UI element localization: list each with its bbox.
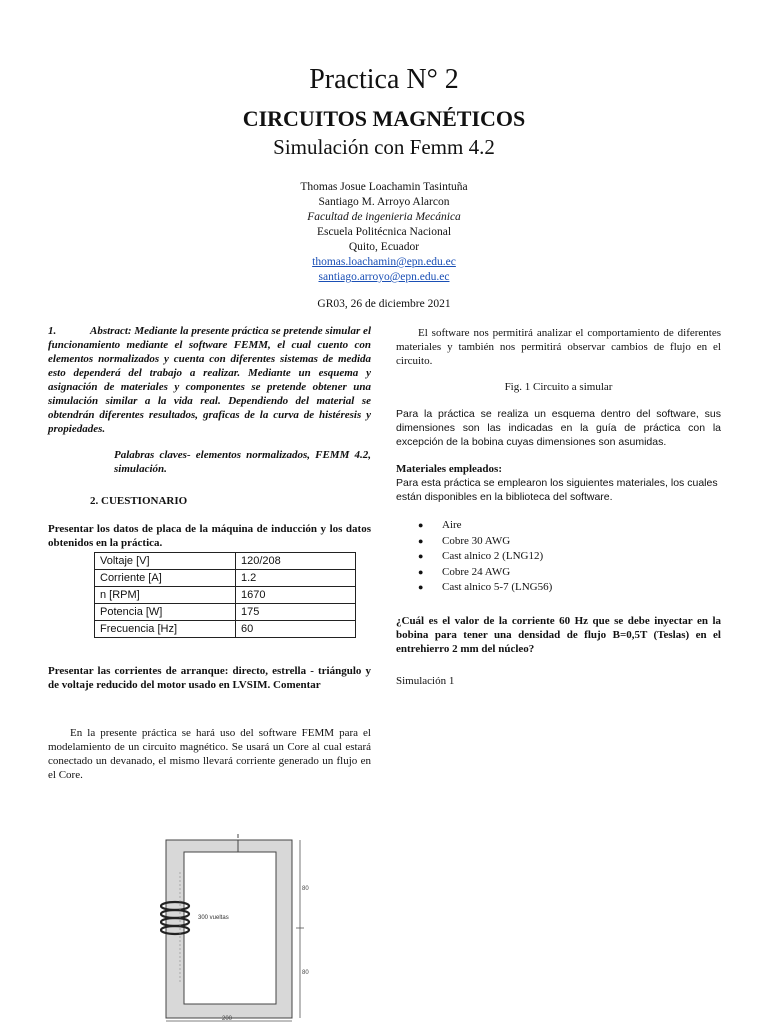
list-item [418, 549, 721, 565]
table-row [95, 570, 356, 587]
paper-subtitle-2: Simulación con Femm 4.2 [273, 135, 495, 159]
abstract-number: 1. [48, 325, 57, 337]
table-cell-value: 175 [236, 604, 356, 621]
right-paragraph-2: Para la práctica se realiza un esquema dentro del software, sus dimensiones son las indicadas en la guía de práctica con la excepción de la bobina cuyas dimensiones son asumidas. [396, 408, 721, 448]
material-name: Cast alnico 2 (LNG12) [442, 550, 544, 562]
bullet-icon: ● [418, 582, 424, 592]
table-cell-value: 120/208 [236, 553, 356, 570]
nameplate-table [94, 552, 356, 638]
abstract [48, 324, 371, 436]
right-paragraph-1: El software nos permitirá analizar el comportamiento de diferentes materiales y también nos permitirá observar cambios de flujo en el circuito. [396, 327, 721, 367]
author-1: Thomas Josue Loachamin Tasintuña [300, 181, 468, 193]
materials-list [418, 518, 721, 596]
table-row [95, 604, 356, 621]
author-block [0, 180, 768, 285]
body-paragraph: En la presente práctica se hará uso del software FEMM para el modelamiento de un circuito magnético. Se usará un Core al cual estará conectado un devanado, el mismo llevará corriente generado un flujo en el Core. [48, 727, 371, 781]
list-item [418, 518, 721, 534]
keywords: Palabras claves- elementos normalizados, FEMM 4.2, simulación. [114, 449, 371, 475]
bullet-icon: ● [418, 535, 424, 546]
email-link-2[interactable]: santiago.arroyo@epn.edu.ec [318, 271, 450, 283]
city: Quito, Ecuador [348, 241, 420, 253]
question-1: Presentar los datos de placa de la máquina de inducción y los datos obtenidos en la práctica. [48, 523, 371, 549]
table-cell-value: 1.2 [236, 570, 356, 587]
bullet-icon: ● [418, 520, 424, 530]
question-3: ¿Cuál es el valor de la corriente 60 Hz que se debe inyectar en la bobina para tener una densidad de flujo B=0,5T (Teslas) en el entrehierro 2 mm del núcleo? [396, 614, 721, 655]
dim-top: 80 [302, 886, 309, 892]
question-2: Presentar las corrientes de arranque: directo, estrella - triángulo y de voltaje reducido del motor usado en LVSIM. Comentar [48, 665, 371, 691]
materials-intro: Para esta práctica se emplearon los siguientes materiales, los cuales están disponibles en la biblioteca del software. [396, 477, 718, 503]
table-row [95, 587, 356, 604]
faculty: Facultad de ingenieria Mecánica [307, 211, 461, 223]
list-item [418, 534, 721, 550]
dim-width: 200 [222, 1016, 233, 1022]
material-name: Cast alnico 5-7 (LNG56) [442, 581, 553, 593]
table-row [95, 621, 356, 638]
paper-subtitle: CIRCUITOS MAGNÉTICOS [242, 106, 526, 131]
list-item [418, 580, 721, 596]
simulation-label: Simulación 1 [396, 674, 455, 687]
table-cell-label: Corriente [A] [95, 570, 236, 587]
table-cell-value: 60 [236, 621, 356, 638]
section-heading-cuestionario: 2. CUESTIONARIO [90, 495, 188, 507]
material-name: Cobre 30 AWG [442, 534, 511, 547]
table-cell-label: n [RPM] [95, 587, 236, 604]
material-name: Aire [442, 519, 462, 531]
material-name: Cobre 24 AWG [442, 565, 511, 578]
table-cell-label: Voltaje [V] [95, 553, 236, 570]
table-cell-value: 1670 [236, 587, 356, 604]
table-cell-label: Potencia [W] [95, 604, 236, 621]
core-diagram [160, 832, 316, 1024]
coil-label: 300 vueltas [198, 915, 229, 921]
dim-bottom: 80 [302, 970, 309, 976]
email-link-1[interactable]: thomas.loachamin@epn.edu.ec [312, 256, 456, 268]
table-cell-label: Frecuencia [Hz] [95, 621, 236, 638]
right-column [396, 326, 721, 688]
school: Escuela Politécnica Nacional [316, 226, 452, 238]
list-item [418, 565, 721, 581]
magnetic-core-figure [160, 832, 316, 1024]
paper-date: GR03, 26 de diciembre 2021 [317, 298, 451, 310]
table-row [95, 553, 356, 570]
figure-caption: Fig. 1 Circuito a simular [504, 381, 613, 393]
materials-heading: Materiales empleados: [396, 463, 502, 475]
bullet-icon: ● [418, 566, 424, 577]
author-2: Santiago M. Arroyo Alarcon [318, 196, 450, 208]
left-column [48, 324, 371, 782]
bullet-icon: ● [418, 551, 424, 561]
paper-title: Practica N° 2 [309, 64, 459, 95]
abstract-text: Abstract: Mediante la presente práctica se pretende simular el funcionamiento mediante el software FEMM, el cual cuento con elementos normalizados y cuenta con diferentes sistemas de medida esto dependerá del trabajo a realizar. Mediante un esquema y asignación de materiales y componentes se pretende obtener una simulación similar a la vida real. Dependiendo del material se obtendrán diferentes resultados, graficas de la curva de histéresis y propiedades. [48, 325, 371, 435]
